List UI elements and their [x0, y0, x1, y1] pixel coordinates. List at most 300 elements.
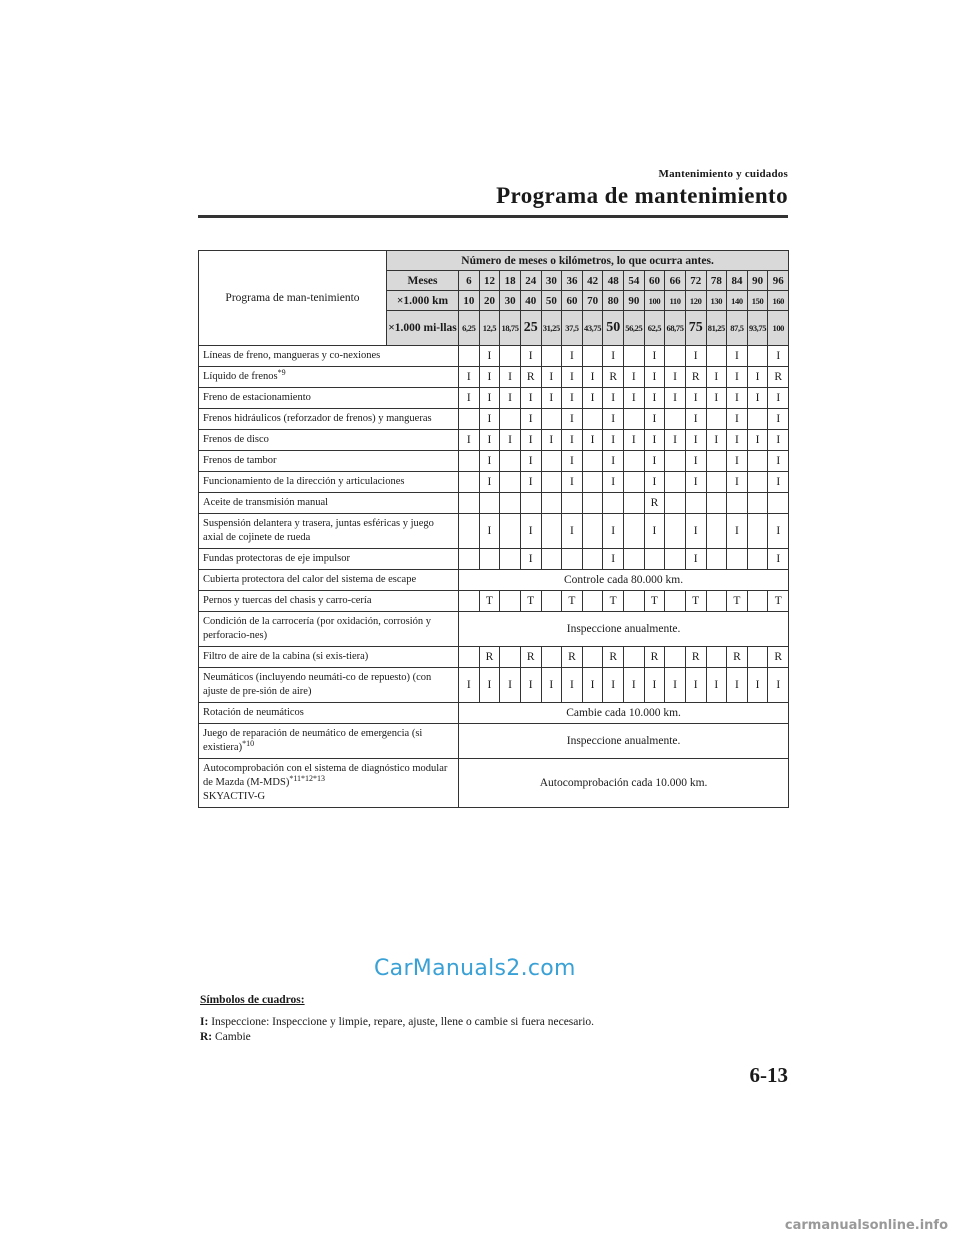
schedule-cell: R	[520, 367, 541, 388]
schedule-cell: I	[768, 514, 789, 549]
schedule-cell	[644, 549, 665, 570]
row-label	[199, 493, 459, 514]
schedule-cell: I	[747, 668, 768, 703]
miles-value: 6,25	[459, 311, 480, 346]
miles-value: 62,5	[644, 311, 665, 346]
schedule-cell: I	[685, 388, 706, 409]
schedule-cell: I	[479, 430, 500, 451]
months-label: Meses	[387, 271, 459, 291]
schedule-cell: T	[727, 591, 748, 612]
row-label-text: Condición de la carrocería (por oxidación, corrosión y perforacio-nes)	[203, 616, 432, 641]
footnote-ref: *11*12*13	[289, 774, 326, 783]
schedule-cell: R	[685, 647, 706, 668]
schedule-cell: I	[644, 668, 665, 703]
schedule-cell: I	[541, 430, 562, 451]
row-label	[199, 668, 459, 703]
schedule-cell: T	[685, 591, 706, 612]
row-label-text: Frenos de tambor	[203, 455, 277, 466]
row-label-text: Juego de reparación de neumático de emergencia (si existiera)	[203, 728, 423, 753]
schedule-cell	[706, 549, 727, 570]
schedule-cell	[665, 451, 686, 472]
schedule-cell: I	[727, 514, 748, 549]
schedule-cell: I	[685, 430, 706, 451]
table-row	[199, 367, 789, 388]
schedule-cell	[500, 346, 521, 367]
schedule-cell	[747, 346, 768, 367]
schedule-cell: I	[603, 409, 624, 430]
table-row	[199, 703, 789, 724]
row-label-text: Frenos de disco	[203, 434, 269, 445]
footnote-ref: *9	[277, 368, 286, 377]
table-row	[199, 451, 789, 472]
interval-note: Cambie cada 10.000 km.	[459, 703, 789, 724]
schedule-cell: I	[603, 668, 624, 703]
miles-value: 93,75	[747, 311, 768, 346]
table-row	[199, 668, 789, 703]
schedule-cell	[727, 549, 748, 570]
schedule-cell	[624, 591, 645, 612]
schedule-cell	[747, 409, 768, 430]
months-value: 48	[603, 271, 624, 291]
row-label-text: Rotación de neumáticos	[203, 707, 304, 718]
row-label-text: Funcionamiento de la dirección y articulaciones	[203, 476, 405, 487]
span-header: Número de meses o kilómetros, lo que ocurra antes.	[387, 251, 789, 271]
months-value: 60	[644, 271, 665, 291]
section-label: Mantenimiento y cuidados	[658, 168, 788, 180]
schedule-cell: I	[685, 409, 706, 430]
months-value: 84	[727, 271, 748, 291]
miles-value: 75	[685, 311, 706, 346]
row-label-text: Autocomprobación con el sistema de diagnóstico modular de Mazda (M-MDS)	[203, 763, 448, 788]
months-value: 18	[500, 271, 521, 291]
schedule-cell	[541, 493, 562, 514]
schedule-cell: I	[727, 346, 748, 367]
km-value: 100	[644, 291, 665, 311]
schedule-cell	[541, 647, 562, 668]
schedule-cell: R	[727, 647, 748, 668]
schedule-cell: R	[603, 647, 624, 668]
schedule-cell	[500, 493, 521, 514]
schedule-cell	[459, 549, 480, 570]
schedule-cell: I	[644, 367, 665, 388]
schedule-cell: I	[562, 668, 583, 703]
schedule-cell	[624, 472, 645, 493]
miles-value: 18,75	[500, 311, 521, 346]
schedule-cell: I	[644, 514, 665, 549]
km-value: 150	[747, 291, 768, 311]
interval-note: Autocomprobación cada 10.000 km.	[459, 759, 789, 808]
row-label-text: Cubierta protectora del calor del sistema de escape	[203, 574, 417, 585]
months-value: 30	[541, 271, 562, 291]
schedule-cell: T	[768, 591, 789, 612]
schedule-cell: I	[603, 451, 624, 472]
schedule-cell: I	[747, 367, 768, 388]
schedule-cell	[624, 451, 645, 472]
schedule-cell: I	[562, 451, 583, 472]
schedule-cell	[520, 493, 541, 514]
schedule-cell	[541, 514, 562, 549]
schedule-cell: I	[768, 430, 789, 451]
schedule-cell: I	[500, 430, 521, 451]
schedule-cell: R	[685, 367, 706, 388]
schedule-cell: I	[582, 430, 603, 451]
schedule-cell: I	[727, 451, 748, 472]
schedule-cell: I	[685, 549, 706, 570]
schedule-cell	[582, 346, 603, 367]
schedule-cell	[685, 493, 706, 514]
miles-value: 100	[768, 311, 789, 346]
schedule-cell: I	[603, 388, 624, 409]
schedule-cell	[747, 591, 768, 612]
months-value: 24	[520, 271, 541, 291]
row-label	[199, 346, 459, 367]
schedule-cell	[706, 647, 727, 668]
schedule-cell: I	[747, 430, 768, 451]
schedule-cell: I	[727, 430, 748, 451]
schedule-cell: T	[562, 591, 583, 612]
schedule-cell: I	[562, 514, 583, 549]
table-row	[199, 570, 789, 591]
schedule-cell	[768, 493, 789, 514]
schedule-cell: I	[562, 472, 583, 493]
schedule-cell: I	[665, 367, 686, 388]
schedule-cell: I	[500, 668, 521, 703]
schedule-cell	[541, 346, 562, 367]
row-label-text: Pernos y tuercas del chasis y carro-cería	[203, 595, 372, 606]
schedule-cell: I	[520, 549, 541, 570]
schedule-cell: I	[603, 430, 624, 451]
schedule-cell	[665, 493, 686, 514]
row-label-text: Filtro de aire de la cabina (si exis-tiera)	[203, 651, 369, 662]
months-value: 54	[624, 271, 645, 291]
schedule-cell	[665, 409, 686, 430]
months-value: 72	[685, 271, 706, 291]
miles-value: 56,25	[624, 311, 645, 346]
schedule-cell	[459, 346, 480, 367]
row-label	[199, 724, 459, 759]
schedule-cell: I	[562, 367, 583, 388]
schedule-cell: I	[603, 346, 624, 367]
schedule-cell: I	[520, 409, 541, 430]
months-value: 42	[582, 271, 603, 291]
schedule-cell: T	[603, 591, 624, 612]
miles-value: 87,5	[727, 311, 748, 346]
schedule-cell: I	[459, 367, 480, 388]
schedule-cell	[500, 514, 521, 549]
schedule-cell: R	[603, 367, 624, 388]
schedule-cell: I	[685, 514, 706, 549]
schedule-cell: I	[624, 367, 645, 388]
schedule-cell	[582, 549, 603, 570]
header-rule	[198, 215, 788, 218]
schedule-cell: I	[727, 388, 748, 409]
schedule-cell: I	[520, 430, 541, 451]
table-row	[199, 493, 789, 514]
table-row	[199, 430, 789, 451]
schedule-cell	[500, 647, 521, 668]
schedule-cell: T	[520, 591, 541, 612]
schedule-cell: I	[644, 430, 665, 451]
schedule-cell	[624, 409, 645, 430]
schedule-cell: R	[768, 647, 789, 668]
schedule-cell	[479, 549, 500, 570]
schedule-cell: I	[624, 430, 645, 451]
schedule-cell	[624, 346, 645, 367]
km-label: ×1.000 km	[387, 291, 459, 311]
schedule-cell: I	[562, 409, 583, 430]
km-value: 70	[582, 291, 603, 311]
header-row-span	[199, 251, 789, 271]
schedule-cell: I	[685, 668, 706, 703]
schedule-cell: I	[541, 668, 562, 703]
schedule-cell: I	[706, 388, 727, 409]
km-value: 50	[541, 291, 562, 311]
months-value: 96	[768, 271, 789, 291]
maintenance-schedule-table	[198, 250, 789, 808]
interval-note: Inspeccione anualmente.	[459, 724, 789, 759]
schedule-cell: I	[582, 388, 603, 409]
schedule-cell: I	[685, 451, 706, 472]
schedule-cell	[665, 472, 686, 493]
schedule-cell	[747, 472, 768, 493]
row-label-text: Neumáticos (incluyendo neumáti-co de repuesto) (con ajuste de pre-sión de aire)	[203, 672, 432, 697]
schedule-cell	[500, 549, 521, 570]
schedule-cell: I	[727, 367, 748, 388]
schedule-cell: I	[768, 549, 789, 570]
schedule-cell	[459, 493, 480, 514]
schedule-cell: I	[500, 367, 521, 388]
schedule-cell	[747, 647, 768, 668]
schedule-cell: I	[644, 451, 665, 472]
schedule-cell: I	[479, 388, 500, 409]
symbol-r-definition	[200, 1031, 251, 1043]
schedule-cell	[582, 472, 603, 493]
watermark-link[interactable]: CarManuals2.com	[374, 956, 576, 981]
row-label-text: Fundas protectoras de eje impulsor	[203, 553, 350, 564]
km-value: 120	[685, 291, 706, 311]
schedule-cell	[500, 451, 521, 472]
schedule-cell	[706, 493, 727, 514]
table-row	[199, 472, 789, 493]
km-value: 20	[479, 291, 500, 311]
schedule-cell	[459, 591, 480, 612]
schedule-cell	[665, 549, 686, 570]
km-value: 60	[562, 291, 583, 311]
schedule-cell: I	[624, 668, 645, 703]
months-value: 36	[562, 271, 583, 291]
schedule-cell	[706, 514, 727, 549]
schedule-cell: I	[459, 388, 480, 409]
schedule-cell: I	[479, 451, 500, 472]
page-title: Programa de mantenimiento	[496, 183, 788, 208]
schedule-cell	[603, 493, 624, 514]
row-label	[199, 430, 459, 451]
km-value: 110	[665, 291, 686, 311]
km-value: 30	[500, 291, 521, 311]
schedule-cell: I	[479, 472, 500, 493]
symbol-i-text: Inspeccione: Inspeccione y limpie, repare, ajuste, llene o cambie si fuera necesario.	[211, 1016, 595, 1028]
row-label	[199, 647, 459, 668]
schedule-cell: R	[520, 647, 541, 668]
schedule-cell: I	[500, 388, 521, 409]
months-value: 78	[706, 271, 727, 291]
schedule-cell	[479, 493, 500, 514]
miles-value: 12,5	[479, 311, 500, 346]
schedule-cell: R	[644, 647, 665, 668]
table-row	[199, 724, 789, 759]
schedule-cell: I	[747, 388, 768, 409]
symbol-i-definition	[200, 1016, 594, 1028]
schedule-cell: I	[520, 346, 541, 367]
schedule-cell: I	[727, 409, 748, 430]
months-value: 90	[747, 271, 768, 291]
schedule-cell: I	[603, 514, 624, 549]
table-row	[199, 612, 789, 647]
row-label-text: Frenos hidráulicos (reforzador de frenos) y mangueras	[203, 413, 432, 424]
schedule-cell	[541, 472, 562, 493]
page-number: 6-13	[749, 1063, 788, 1087]
months-value: 12	[479, 271, 500, 291]
corner-label: Programa de man-tenimiento	[199, 251, 387, 346]
schedule-cell	[541, 549, 562, 570]
schedule-cell: I	[727, 668, 748, 703]
schedule-cell	[747, 514, 768, 549]
schedule-cell	[541, 409, 562, 430]
schedule-cell	[665, 647, 686, 668]
schedule-cell: R	[644, 493, 665, 514]
schedule-cell: I	[768, 409, 789, 430]
schedule-cell: I	[768, 388, 789, 409]
row-label-text: Líneas de freno, mangueras y co-nexiones	[203, 350, 381, 361]
km-value: 90	[624, 291, 645, 311]
symbols-title: Símbolos de cuadros:	[200, 994, 305, 1006]
schedule-cell: I	[479, 367, 500, 388]
schedule-cell: I	[624, 388, 645, 409]
schedule-cell	[562, 549, 583, 570]
row-label-tail: SKYACTIV-G	[203, 791, 266, 802]
schedule-cell: I	[479, 346, 500, 367]
row-label	[199, 549, 459, 570]
interval-note: Inspeccione anualmente.	[459, 612, 789, 647]
schedule-cell	[582, 409, 603, 430]
schedule-cell	[747, 549, 768, 570]
row-label	[199, 367, 459, 388]
schedule-cell: I	[603, 472, 624, 493]
miles-value: 81,25	[706, 311, 727, 346]
miles-value: 31,25	[541, 311, 562, 346]
interval-note: Controle cada 80.000 km.	[459, 570, 789, 591]
schedule-cell	[665, 514, 686, 549]
schedule-cell	[624, 549, 645, 570]
schedule-cell	[706, 346, 727, 367]
row-label	[199, 612, 459, 647]
row-label	[199, 759, 459, 808]
symbol-r-key: R:	[200, 1031, 213, 1043]
km-value: 40	[520, 291, 541, 311]
row-label-text: Suspensión delantera y trasera, juntas esféricas y juego axial de cojinete de rueda	[203, 518, 434, 543]
schedule-cell: I	[582, 367, 603, 388]
miles-value: 50	[603, 311, 624, 346]
schedule-cell: I	[685, 472, 706, 493]
schedule-cell: I	[582, 668, 603, 703]
schedule-cell: T	[479, 591, 500, 612]
schedule-cell	[706, 451, 727, 472]
schedule-cell: R	[768, 367, 789, 388]
schedule-cell: I	[603, 549, 624, 570]
schedule-cell: I	[768, 668, 789, 703]
schedule-cell: I	[665, 668, 686, 703]
miles-value: 43,75	[582, 311, 603, 346]
row-label-text: Freno de estacionamiento	[203, 392, 311, 403]
symbol-r-text: Cambie	[215, 1031, 251, 1043]
row-label	[199, 570, 459, 591]
schedule-cell: T	[644, 591, 665, 612]
schedule-cell	[624, 493, 645, 514]
row-label	[199, 409, 459, 430]
row-label-text: Aceite de transmisión manual	[203, 497, 329, 508]
schedule-cell: I	[520, 451, 541, 472]
schedule-cell: I	[644, 409, 665, 430]
schedule-cell	[459, 409, 480, 430]
row-label	[199, 591, 459, 612]
schedule-cell: I	[644, 472, 665, 493]
schedule-cell: I	[706, 430, 727, 451]
schedule-cell	[747, 493, 768, 514]
row-label-text: Líquido de frenos	[203, 371, 278, 382]
schedule-cell	[541, 451, 562, 472]
schedule-cell: I	[665, 430, 686, 451]
schedule-cell	[706, 472, 727, 493]
schedule-cell: I	[706, 367, 727, 388]
miles-label: ×1.000 mi-llas	[387, 311, 459, 346]
schedule-cell: I	[520, 388, 541, 409]
km-value: 140	[727, 291, 748, 311]
row-label	[199, 514, 459, 549]
table-row	[199, 346, 789, 367]
footer-site-link[interactable]: carmanualsonline.info	[784, 1218, 948, 1233]
months-value: 6	[459, 271, 480, 291]
schedule-cell	[624, 514, 645, 549]
schedule-cell: R	[562, 647, 583, 668]
schedule-cell: I	[520, 668, 541, 703]
schedule-cell	[582, 591, 603, 612]
km-value: 80	[603, 291, 624, 311]
schedule-cell: I	[479, 514, 500, 549]
schedule-cell	[562, 493, 583, 514]
schedule-cell: R	[479, 647, 500, 668]
table-row	[199, 514, 789, 549]
schedule-cell	[747, 451, 768, 472]
schedule-cell: I	[727, 472, 748, 493]
row-label	[199, 388, 459, 409]
schedule-cell	[582, 647, 603, 668]
schedule-cell: I	[541, 367, 562, 388]
schedule-cell	[459, 472, 480, 493]
schedule-cell: I	[459, 430, 480, 451]
schedule-cell	[500, 409, 521, 430]
table-row	[199, 549, 789, 570]
schedule-cell	[665, 591, 686, 612]
schedule-cell	[459, 647, 480, 668]
schedule-cell: I	[685, 346, 706, 367]
schedule-cell	[500, 591, 521, 612]
schedule-cell	[706, 409, 727, 430]
table-row	[199, 591, 789, 612]
schedule-cell: I	[520, 472, 541, 493]
km-value: 160	[768, 291, 789, 311]
schedule-cell: I	[479, 668, 500, 703]
km-value: 130	[706, 291, 727, 311]
